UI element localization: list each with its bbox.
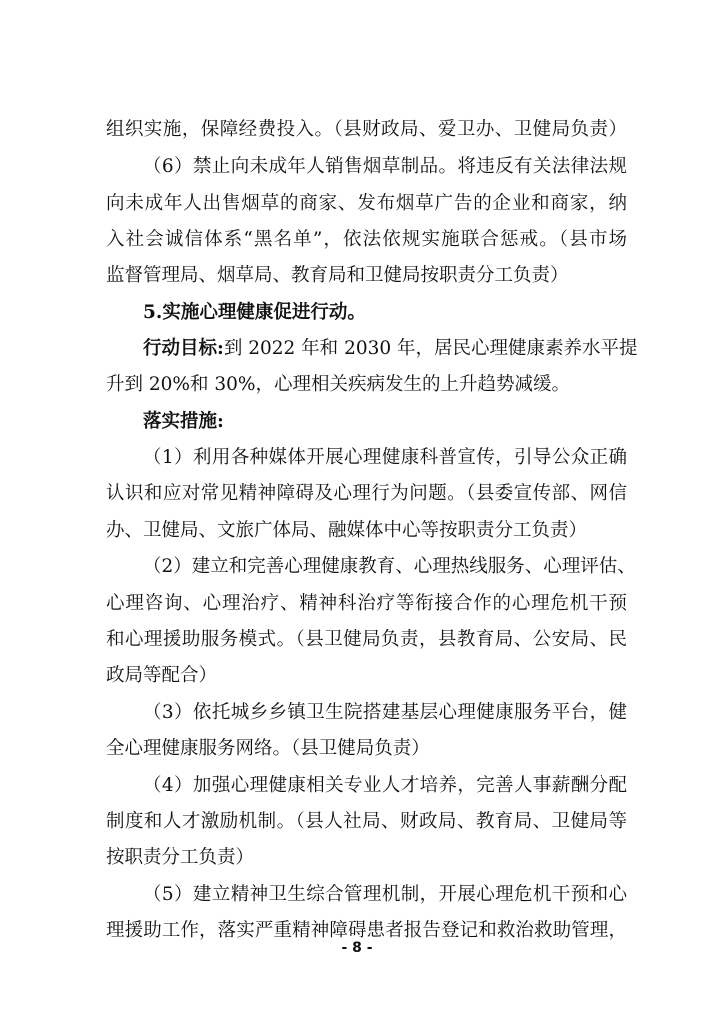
text-line: 和心理援助服务模式。（县卫健局负责，县教育局、公安局、民 bbox=[106, 629, 627, 650]
text-line: （6）禁止向未成年人销售烟草制品。将违反有关法律法规 bbox=[143, 156, 627, 177]
text-line: 心理咨询、心理治疗、精神科治疗等衔接合作的心理危机干预 bbox=[106, 593, 627, 614]
text-line: （3）依托城乡乡镇卫生院搭建基层心理健康服务平台，健 bbox=[143, 702, 627, 723]
text-line: 理援助工作，落实严重精神障碍患者报告登记和救治救助管理， bbox=[106, 920, 627, 941]
text-line: （2）建立和完善心理健康教育、心理热线服务、心理评估、 bbox=[143, 556, 636, 577]
text-line: 政局等配合） bbox=[106, 665, 218, 686]
text-line: 向未成年人出售烟草的商家、发布烟草广告的企业和商家，纳 bbox=[106, 193, 627, 214]
text-line: 制度和人才激励机制。（县人社局、财政局、教育局、卫健局等 bbox=[106, 811, 627, 832]
text-line: 按职责分工负责） bbox=[106, 847, 255, 868]
action-goal-label: 行动目标: bbox=[143, 338, 224, 359]
text-line: 入社会诚信体系“黑名单”，依法依规实施联合惩戒。（县市场 bbox=[106, 229, 627, 250]
text-line: 组织实施，保障经费投入。（县财政局、爱卫办、卫健局负责） bbox=[106, 119, 627, 140]
text-line: 升到 20%和 30%，心理相关疾病发生的上升趋势减缓。 bbox=[106, 374, 571, 395]
text-line: 监督管理局、烟草局、教育局和卫健局按职责分工负责） bbox=[106, 265, 569, 286]
page-number: - 8 - bbox=[341, 940, 373, 956]
text-line: 全心理健康服务网络。（县卫健局负责） bbox=[106, 738, 430, 759]
text-line: 办、卫健局、文旅广体局、融媒体中心等按职责分工负责） bbox=[106, 520, 588, 541]
text-line: （5）建立精神卫生综合管理机制，开展心理危机干预和心 bbox=[143, 884, 627, 905]
text-line: （4）加强心理健康相关专业人才培养，完善人事薪酬分配 bbox=[143, 775, 627, 796]
text-line: （1）利用各种媒体开展心理健康科普宣传，引导公众正确 bbox=[143, 447, 627, 468]
text-line: 认识和应对常见精神障碍及心理行为问题。（县委宣传部、网信 bbox=[106, 483, 627, 504]
section-heading: 5.实施心理健康促进行动。 bbox=[143, 302, 366, 323]
action-goal-paragraph bbox=[143, 332, 638, 366]
action-goal-text: 到 2022 年和 2030 年，居民心理健康素养水平提 bbox=[223, 338, 638, 359]
measures-heading: 落实措施: bbox=[143, 411, 224, 432]
